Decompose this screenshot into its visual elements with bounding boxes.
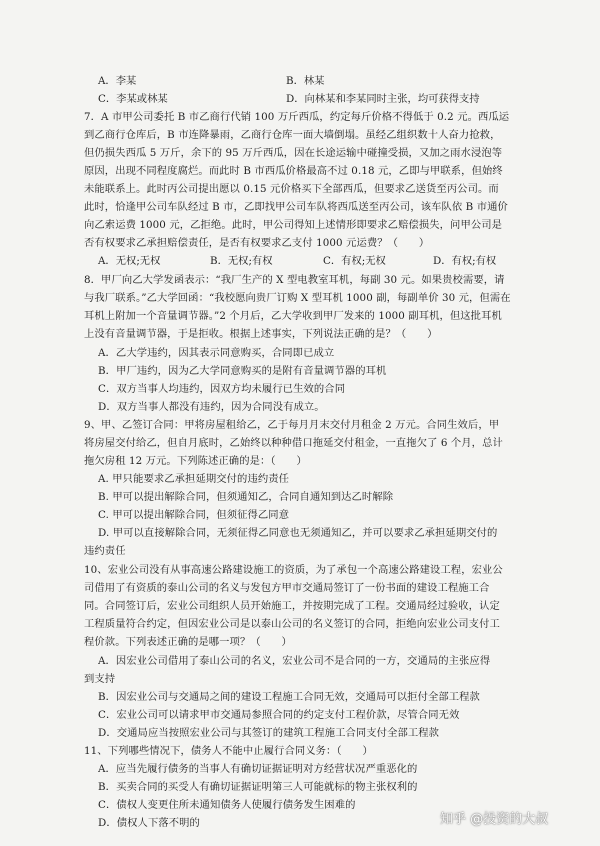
q6-option-b: B．林某 xyxy=(286,75,325,87)
q7-option-b: B．无权;有权 xyxy=(210,255,273,267)
q8-option-c: C．双方当事人均违约，因双方均未履行已生效的合同 xyxy=(98,383,346,395)
q10-option-a: A．因宏业公司借用了泰山公司的名义，宏业公司不是合同的一方，交通局的主张应得 xyxy=(98,655,491,667)
q10-text-line: 同。合同签订后，宏业公司组织人员开始施工，并按期完成了工程。交通局经过验收，认定 xyxy=(84,600,500,612)
q8-option-a: A．乙大学违约，因其表示同意购买，合同即已成立 xyxy=(98,347,335,359)
q10-option-b: B．因宏业公司与交通局之间的建设工程施工合同无效，交通局可以拒付全部工程款 xyxy=(98,691,480,703)
q6-option-a: A．李某 xyxy=(98,75,137,87)
q8-text-line: 上没有音量调节器，于是拒收。根据上述事实，下列说法正确的是？（ ） xyxy=(84,328,438,340)
q10-option-d: D．交通局应当按照宏业公司与其签订的建筑工程施工合同支付全部工程款 xyxy=(98,727,440,739)
q11-option-d: D．债权人下落不明的 xyxy=(98,817,200,829)
q8-text-line: 耳机上附加一个音量调节器。”2 个月后，乙大学收到甲厂发来的 1000 副耳机，但这批耳机 xyxy=(84,310,502,322)
q7-text-line: 但仍损失西瓜 5 万斤，余下的 95 万斤西瓜，因在长途运输中碰撞受损，又加之雨水浸泡等 xyxy=(84,147,503,159)
q6-option-d: D．向林某和李某同时主张，均可获得支持 xyxy=(286,93,480,105)
q7-text-line: 到乙商行仓库后，B 市连降暴雨，乙商行仓库一面大墙倒塌。虽经乙组织数十人奋力抢救， xyxy=(84,129,501,141)
q7-text-line: 向乙索运费 1000 元，乙拒绝。此时，甲公司得知上述情形即要求乙赔偿损失，问甲公司是 xyxy=(84,219,503,231)
q11-option-a: A．应当先履行债务的当事人有确切证据证明对方经营状况严重恶化的 xyxy=(98,763,418,775)
q9-text-line: 拖欠房租 12 万元。下列陈述正确的是：（ ） xyxy=(84,455,307,467)
q7-option-c: C．有权;无权 xyxy=(323,255,386,267)
zhihu-watermark: 知乎 @投资的大叔 xyxy=(440,812,549,827)
q9-text-line: 9、甲、乙签订合同：甲将房屋租给乙，乙于每月月末交付月租金 2 万元。合同生效后，甲 xyxy=(84,419,500,431)
q9-option-a: A. 甲只能要求乙承担延期交付的违约责任 xyxy=(98,473,290,485)
q10-option-a-continued: 到支持 xyxy=(84,673,116,685)
q7-text-line: 7．A 市甲公司委托 B 市乙商行代销 100 万斤西瓜，约定每斤价格不得低于 0.2 元。西瓜运 xyxy=(84,111,510,123)
q8-text-line: 8．甲厂向乙大学发函表示：“我厂生产的 X 型电教室耳机，每副 30 元。如果贵校需要，请 xyxy=(84,274,505,286)
q9-text-line: 将房屋交付给乙，但自月底时，乙始终以种种借口拖延交付租金，一直拖欠了 6 个月，总计 xyxy=(84,437,503,449)
q10-text-line: 10、宏业公司没有从事高速公路建设施工的资质，为了承包一个高速公路建设工程，宏业公 xyxy=(84,564,503,576)
q10-option-c: C．宏业公司可以请求甲市交通局参照合同的约定支付工程价款，尽管合同无效 xyxy=(98,709,460,721)
q11-option-b: B．买卖合同的买受人有确切证据证明第三人可能就标的物主张权利的 xyxy=(98,781,418,793)
q8-text-line: 与我厂联系。”乙大学回函：“我校愿向贵厂订购 X 型耳机 1000 副，每副单价 30 元，但需在 xyxy=(84,292,511,304)
q8-option-b: B．甲厂违约，因为乙大学同意购买的是附有音量调节器的耳机 xyxy=(98,365,387,377)
q9-option-c: C. 甲可以提出解除合同，但须征得乙同意 xyxy=(98,509,290,521)
q10-text-line: 程价款。下列表述正确的是哪一项？（ ） xyxy=(84,636,292,648)
q6-option-c: C．李某或林某 xyxy=(98,93,168,105)
q9-option-b: B. 甲可以提出解除合同，但须通知乙，合同自通知到达乙时解除 xyxy=(98,491,394,503)
q7-option-a: A．无权;无权 xyxy=(98,255,161,267)
q7-text-line: 未能联系上。此时丙公司提出愿以 0.15 元价格买下全部西瓜，但要求乙送货至丙公司。而 xyxy=(84,183,499,195)
q7-text-line: 此时，恰逢甲公司车队经过 B 市，乙即找甲公司车队将西瓜送至丙公司，该车队依 B 市通价 xyxy=(84,201,508,213)
q11-text-line: 11、下列哪些情况下，债务人不能中止履行合同义务：（ ） xyxy=(84,745,373,757)
q11-option-c: C．债权人变更住所未通知债务人使履行债务发生困难的 xyxy=(98,799,356,811)
q7-option-d: D．有权;有权 xyxy=(433,255,497,267)
q10-text-line: 工程质量符合约定，但因宏业公司是以泰山公司的名义签订的合同，拒绝向宏业公司支付工 xyxy=(84,618,500,630)
q7-text-line: 原因，出现不同程度腐烂。而此时 B 市西瓜价格最高不过 0.18 元，乙即与甲联系，但始终 xyxy=(84,165,503,177)
q9-option-d-continued: 违约责任 xyxy=(84,545,126,557)
q8-option-d: D．双方当事人都没有违约，因为合同没有成立。 xyxy=(98,401,325,413)
q7-text-line: 否有权要求乙承担赔偿责任，是否有权要求乙支付 1000 元运费？（ ） xyxy=(84,237,430,249)
q9-option-d: D. 甲可以直接解除合同，无须征得乙同意也无须通知乙，并可以要求乙承担延期交付的 xyxy=(98,527,498,539)
q10-text-line: 司借用了有资质的泰山公司的名义与发包方甲市交通局签订了一份书面的建设工程施工合 xyxy=(84,582,490,594)
